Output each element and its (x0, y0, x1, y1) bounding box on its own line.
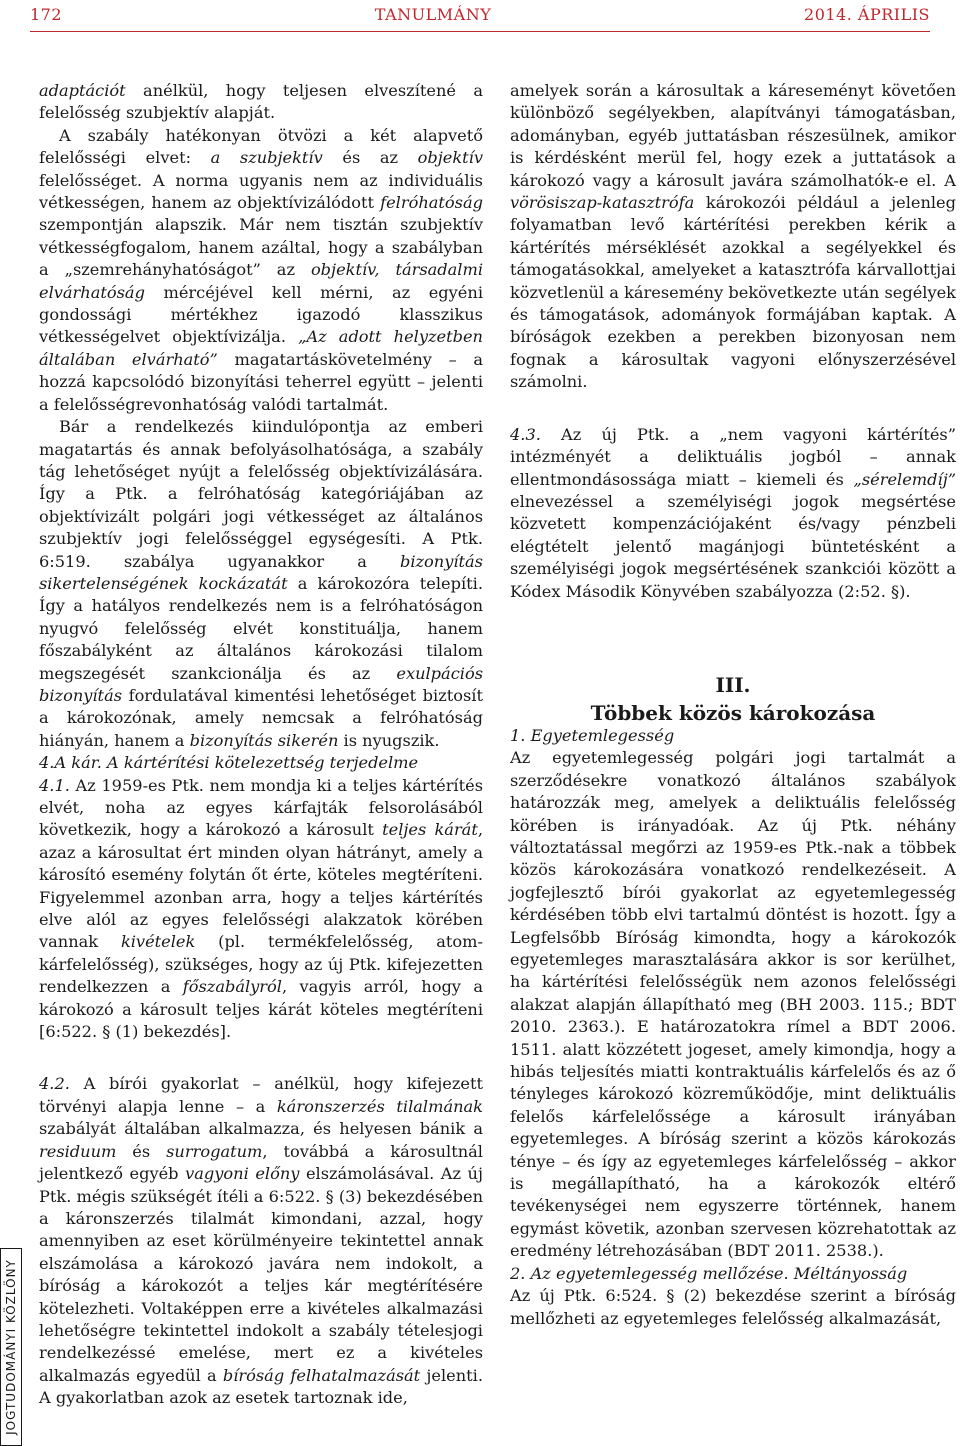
paragraph: 4.2. A bírói gyakorlat – anélkül, hogy kifejezett törvényi alapja lenne – a káronszerzés tilalmának szabályát általában alkalmazza, és helyesen bánik a residuum és surrogatum, továbbá a károsultnál jelentkező egyéb vagyoni előny elszámolásával. Az új Ptk. mégis szükségét ítéli a 6:522. § (3) bekezdésében a káronszerzés tilalmát kimondani, azzal, hogy amennyiben az eset körülményeire tekintettel annak elszámolása a károkozó javára nem indokolt, a bíróság a károkozót a teljes kár megtérítésére kötelezheti. Voltaképpen erre a kivételes alkalmazási lehetőségre tekintettel indokolt a szabály tételesjogi rendelkezéssé emelése, mert ez a kivételes alkalmazás egyedül a bíróság felhatalmazását jelenti. A gyakorlatban azok az esetek tartoznak ide, (39, 1074, 483, 1408)
left-column (39, 80, 483, 1410)
paragraph: adaptációt anélkül, hogy teljesen elveszítené a felelősség szubjektív alapját. (39, 81, 483, 123)
section-label: TANULMÁNY (374, 4, 492, 24)
paragraph: Az új Ptk. 6:524. § (2) bekezdése szerint a bíróság mellőzheti az egyetemleges felelősség alkalmazását, (510, 1286, 956, 1328)
paragraph: amelyek során a károsultak a káreseményt követően különböző segélyekben, alapítványi támogatásban, adományban, egyéb juttatásban részesülnek, amikor is kérdésként merül fel, hogy ezek a juttatások a károkozó vagy a károsult javára számolhatók-e el. A vörösiszap-katasztrófa károkozói például a jelenleg folyamatban levő kártérítési perekben kérik a kártérítés mérséklését azokkal a segélyekkel és támogatásokkal, amelyeket a katasztrófa kárvallottjai közvetlenül a káresemény bekövetkezte után segélyek és támogatások, adományok formájában kaptak. A bíróságok ezekben a perekben bizonyosan nem fognak a károsultak vagyoni előnyszerzésével számolni. (510, 81, 956, 392)
paragraph: Bár a rendelkezés kiindulópontja az emberi magatartás és annak befolyásolhatósága, a szabály tág lehetőséget nyújt a felelősség objektívizálására. Így a Ptk. a felróhatóság kategóriájában az objektívizált polgári jogi vétkességet az általános szubjektív jogi felelősséggel egységesíti. A Ptk. 6:519. szabálya ugyanakkor a bizonyítás sikertelenségének kockázatát a károkozóra telepíti. Így a hatályos rendelkezés nem is a felróhatóságon nyugvó felelősség elvét konstituálja, hanem főszabályként az általános károkozási tilalom megszegését szankcionálja és az exulpációs bizonyítás fordulatával kimentési lehetőséget biztosít a károkozónak, amely nemcsak a felróhatóság hiányán, hanem a bizonyítás sikerén is nyugszik. (39, 417, 483, 750)
paragraph: A szabály hatékonyan ötvözi a két alapvető felelősségi elvet: a szubjektív és az objektív felelősséget. A norma ugyanis nem az individuális vétkességen, hanem az objektívizálódott felróhatóság szempontján alapszik. Már nem tisztán szubjektív vétkességfogalom, hanem azáltal, hogy a szabályban a „szemrehányhatóságot” az objektív, társadalmi elvárhatóság mércéjével kell mérni, az egyéni gondossági mértékhez igazodó klasszikus vétkességelvet objektívizálja. „Az adott helyzetben általában elvárható” magatartáskövetelmény – a hozzá kapcsolódó bizonyítási teherrel együtt – jelenti a felelősségrevonhatóság valódi tartalmát. (39, 125, 484, 414)
subheading-kar: 4.A kár. A kártérítési kötelezettség terjedelme (39, 753, 419, 773)
right-column (510, 80, 956, 1330)
page-number: 172 (30, 4, 63, 24)
section-number: III. (715, 672, 751, 697)
subheading-mellozes: 2. Az egyetemlegesség mellőzése. Méltányosság (510, 1263, 908, 1283)
paragraph: Az egyetemlegesség polgári jogi tartalmát a szerződésekre vonatkozó általános szabályok határozzák meg, amelyek a deliktuális felelősség körében is irányadóak. Az új Ptk. néhány változtatással megőrzi az 1959-es Ptk.-nak a többek közös károkozására vonatkozó rendelkezéseit. A jogfejlesztő bírói gyakorlat az egyetemlegesség kérdésében több elvi tartalmú döntést is hozott. Így a Legfelsőbb Bíróság kimondta, hogy a károkozók egyetemleges marasztalására akkor is sor kerülhet, ha kártérítési felelősségük nem azonos felelősségi alakzat alapján állapítható meg (BH 2003. 115.; BDT 2010. 2363.). E határozatokra rímel a BDT 2006. 1511. alatt közzétett jogeset, amely kimondja, hogy a hibás teljesítés miatti kontraktuális kárfelelős és az ő tényleges károkozó közreműködője, mint deliktuális felelős kárfelelőssége a károsult irányában egyetemleges. A bíróság szerint a közös károkozás ténye – és így az egyetemleges kárfelelősség – akkor is megállapítható, ha a károkozók eltérő tevékenységei nem egyszerre történnek, hanem egymást követik, azonban szervesen közrehatottak az eredmény létrehozásában (BDT 2011. 2538.). (510, 748, 956, 1261)
issue-date: 2014. ÁPRILIS (804, 4, 930, 24)
subheading-egyetemlegesseg: 1. Egyetemlegesség (510, 725, 675, 745)
journal-name: JOGTUDOMÁNYI KÖZLÖNY (4, 1259, 19, 1435)
paragraph: 4.3. Az új Ptk. a „nem vagyoni kártérítés” intézményét a deliktuális jogból – annak ellentmondásossága miatt – kiemeli és „sérelemdíj” elnevezéssel a személyiségi jogok megsértése közvetett kompenzációjaként és/vagy pénzbeli elégtételt jelentő magánjogi büntetésként a személyiségi jogok megsértésének szankciói között a Kódex Második Könyvében szabályozza (2:52. §). (510, 424, 956, 601)
running-header (30, 0, 930, 28)
section-title-text: Többek közös károkozása (590, 700, 876, 725)
section-title (510, 673, 956, 725)
header-rule (30, 31, 930, 32)
journal-sidebar-label (0, 1248, 22, 1446)
paragraph: 4.1. Az 1959-es Ptk. nem mondja ki a teljes kártérítés elvét, noha az egyes kárfajták felsorolásából következik, hogy a károkozó a károsult teljes kárát, azaz a károsultat ért minden olyan hátrányt, amely a károsító esemény folytán őt érte, köteles megtéríteni. Figyelemmel azonban arra, hogy a teljes kártérítés elve alól az egyes felelősségi alakzatok körében vannak kivételek (pl. termékfelelősség, atom-kárfelelősség), szükséges, hogy az új Ptk. kifejezetten rendelkezzen a főszabályról, vagyis arról, hogy a károkozó a károsult teljes kárát köteles megtéríteni [6:522. § (1) bekezdés]. (39, 775, 483, 1042)
